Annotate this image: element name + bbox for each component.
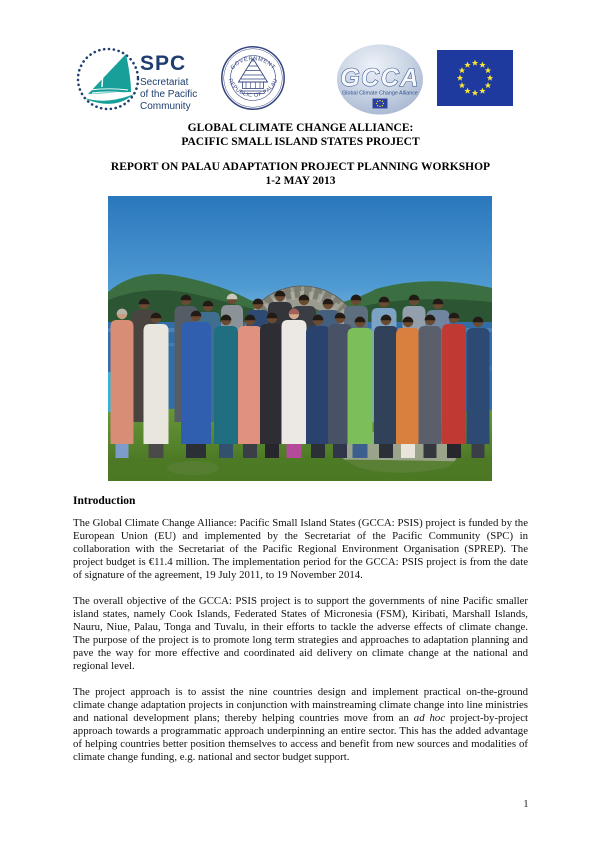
spc-logo bbox=[74, 42, 200, 114]
workshop-group-photo bbox=[108, 196, 492, 481]
gcca-logo bbox=[336, 44, 424, 116]
photo-person bbox=[348, 317, 373, 458]
report-title-line2: PACIFIC SMALL ISLAND STATES PROJECT bbox=[181, 135, 420, 148]
photo-person bbox=[111, 309, 134, 458]
gcca-name: Global Climate Change Alliance bbox=[342, 90, 418, 97]
spc-name-line2: of the Pacific bbox=[140, 89, 198, 100]
seal-bottom-text: REPUBLIC OF PALAU bbox=[226, 77, 280, 100]
photo-person bbox=[181, 311, 211, 458]
photo-person bbox=[214, 315, 238, 458]
workshop-group-photo-image bbox=[108, 196, 492, 481]
gcca-eu-flag-icon bbox=[373, 99, 388, 109]
intro-paragraph-3: The project approach is to assist the nine countries design and implement practical on-the-ground climate change adaptation projects in conjunction with mainstreaming climate change into line ministries and national development plans; thereby helping countries move from an ad hoc project-by-project approach towards a programmatic approach underpinning an entire sector. This has the added advantage of helping countries better position themselves to access and benefit from new sources and modalities of climate change funding, e.g. national and sector budget support. bbox=[73, 686, 529, 763]
report-title-line1: GLOBAL CLIMATE CHANGE ALLIANCE: bbox=[187, 122, 414, 134]
photo-person bbox=[396, 317, 420, 458]
spc-canoe-icon bbox=[78, 49, 138, 109]
photo-person bbox=[442, 313, 466, 458]
photo-person bbox=[419, 315, 442, 458]
spc-name-line1: Secretariat bbox=[140, 77, 189, 88]
report-titles bbox=[73, 122, 528, 188]
page-number: 1 bbox=[523, 798, 529, 810]
photo-person bbox=[238, 315, 262, 458]
photo-person bbox=[374, 315, 398, 458]
photo-person bbox=[260, 313, 284, 458]
photo-person bbox=[306, 315, 330, 458]
eu-flag bbox=[437, 50, 513, 106]
report-subtitle-line2: 1-2 MAY 2013 bbox=[265, 174, 336, 187]
report-subtitle-line1: REPORT ON PALAU ADAPTATION PROJECT PLANNING WORKSHOP bbox=[110, 161, 491, 173]
introduction-section bbox=[73, 495, 528, 777]
seal-top-text: GOVERNMENT bbox=[229, 55, 277, 72]
palau-government-seal bbox=[220, 45, 286, 111]
intro-paragraph-2: The overall objective of the GCCA: PSIS project is to support the governments of nine Pacific smaller island states, namely Cook Islands, Federated States of Micronesia (FSM), Kiribati, Marshall Islands, Nauru, Niue, Palau, Tonga and Tuvalu, in their efforts to tackle the adverse effects of climate change. The purpose of the project is to promote long term strategies and approaches to adaptation planning and pave the way for more effective and coordinated aid delivery on climate change at the national and regional level. bbox=[73, 595, 528, 672]
eu-flag-field bbox=[437, 50, 513, 106]
intro-paragraph-1: The Global Climate Change Alliance: Pacific Small Island States (GCCA: PSIS) project is funded by the European Union (EU) and implemented by the Secretariat of the Pacific Community (SPC) in collaboration with the Secretariat of the Pacific Regional Environment Organisation (SPREP). The project budget is €11.4 million. The implementation period for the GCCA: PSIS project is from the date of signature of the agreement, 19 July 2011, to 19 November 2014. bbox=[73, 517, 528, 581]
gcca-acronym: GCCA bbox=[340, 64, 420, 92]
spc-name-line3: Community bbox=[140, 101, 191, 112]
spc-acronym: SPC bbox=[140, 52, 187, 75]
photo-person bbox=[144, 313, 169, 458]
photo-person bbox=[467, 317, 490, 458]
introduction-heading: Introduction bbox=[73, 495, 136, 507]
photo-person bbox=[282, 309, 307, 458]
